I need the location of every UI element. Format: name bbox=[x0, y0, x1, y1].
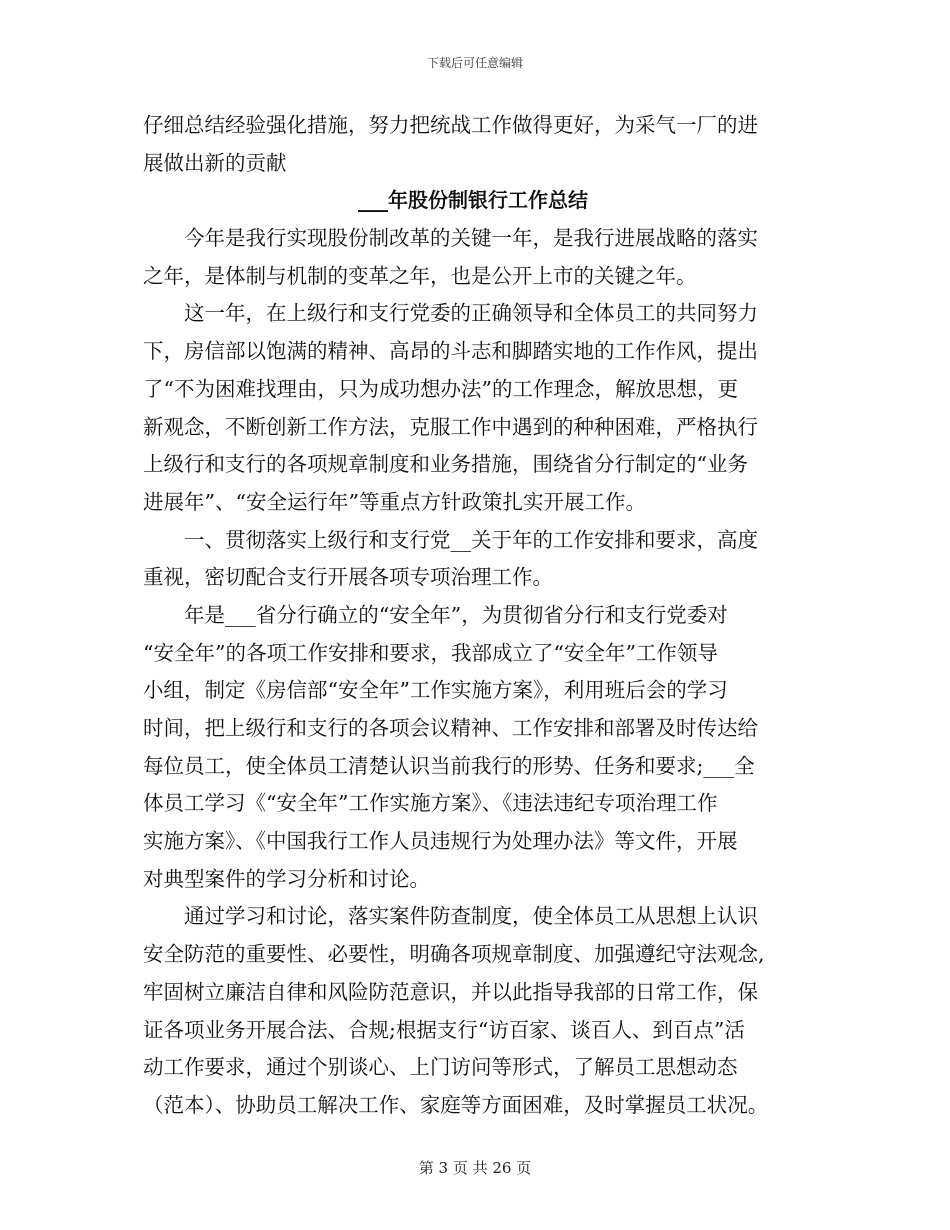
text-line: 体员工学习《“安全年”工作实施方案》、《违法违纪专项治理工作 bbox=[143, 791, 718, 816]
text-line: 小组，制定《房信部“安全年”工作实施方案》，利用班后会的学习 bbox=[143, 678, 728, 703]
text-line: 进展年”、“安全运行年”等重点方针政策扎实开展工作。 bbox=[143, 489, 646, 514]
text-line: 对典型案件的学习分析和讨论。 bbox=[143, 866, 430, 891]
text-line: “安全年”的各项工作安排和要求，我部成立了“安全年”工作领导 bbox=[143, 640, 718, 665]
text-line: 安全防范的重要性、必要性，明确各项规章制度、加强遵纪守法观念, bbox=[143, 942, 765, 967]
text-line: 通过学习和讨论，落实案件防查制度，使全体员工从思想上认识 bbox=[184, 904, 758, 929]
document-title: ___年股份制银行工作总结 bbox=[358, 188, 588, 213]
text-line: 牢固树立廉洁自律和风险防范意识，并以此指导我部的日常工作，保 bbox=[143, 979, 758, 1004]
text-line: 之年，是体制与机制的变革之年，也是公开上市的关键之年。 bbox=[143, 263, 697, 288]
text-line: 时间，把上级行和支行的各项会议精神、工作安排和部署及时传达给 bbox=[143, 716, 758, 740]
text-line: 一、贯彻落实上级行和支行党__关于年的工作安排和要求，高度 bbox=[184, 527, 758, 552]
text-line: 实施方案》、《中国我行工作人员违规行为处理办法》等文件，开展 bbox=[143, 829, 738, 854]
text-line: （范本）、协助员工解决工作、家庭等方面困难，及时掌握员工状况。 bbox=[143, 1092, 769, 1117]
text-line: 这一年，在上级行和支行党委的正确领导和全体员工的共同努力 bbox=[184, 301, 758, 326]
text-line: 上级行和支行的各项规章制度和业务措施，围绕省分行制定的“业务 bbox=[143, 452, 748, 477]
text-line: 展做出新的贡献 bbox=[143, 150, 287, 175]
text-line: 年是___省分行确立的“安全年”，为贯彻省分行和支行党委对 bbox=[184, 602, 728, 627]
text-line: 证各项业务开展合法、合规;根据支行“访百家、谈百人、到百点”活 bbox=[143, 1017, 745, 1042]
text-line: 今年是我行实现股份制改革的关键一年，是我行进展战略的落实 bbox=[184, 226, 758, 251]
text-line: 动工作要求，通过个别谈心、上门访问等形式，了解员工思想动态 bbox=[143, 1055, 738, 1080]
text-line: 重视，密切配合支行开展各项专项治理工作。 bbox=[143, 565, 553, 590]
page-number: 第 3 页 共 26 页 bbox=[418, 1159, 532, 1177]
document-body bbox=[143, 107, 803, 1125]
text-line: 下，房信部以饱满的精神、高昂的斗志和脚踏实地的工作作风，提出 bbox=[143, 339, 758, 364]
text-line: 仔细总结经验强化措施，努力把统战工作做得更好，为采气一厂的进 bbox=[143, 113, 758, 137]
text-line: 新观念，不断创新工作方法，克服工作中遇到的种种困难，严格执行 bbox=[143, 414, 758, 439]
page-header: 下载后可任意编辑 bbox=[426, 56, 523, 70]
text-line: 了“不为困难找理由，只为成功想办法”的工作理念，解放思想，更 bbox=[143, 376, 738, 401]
text-line: 每位员工，使全体员工清楚认识当前我行的形势、任务和要求;___全 bbox=[143, 753, 755, 778]
